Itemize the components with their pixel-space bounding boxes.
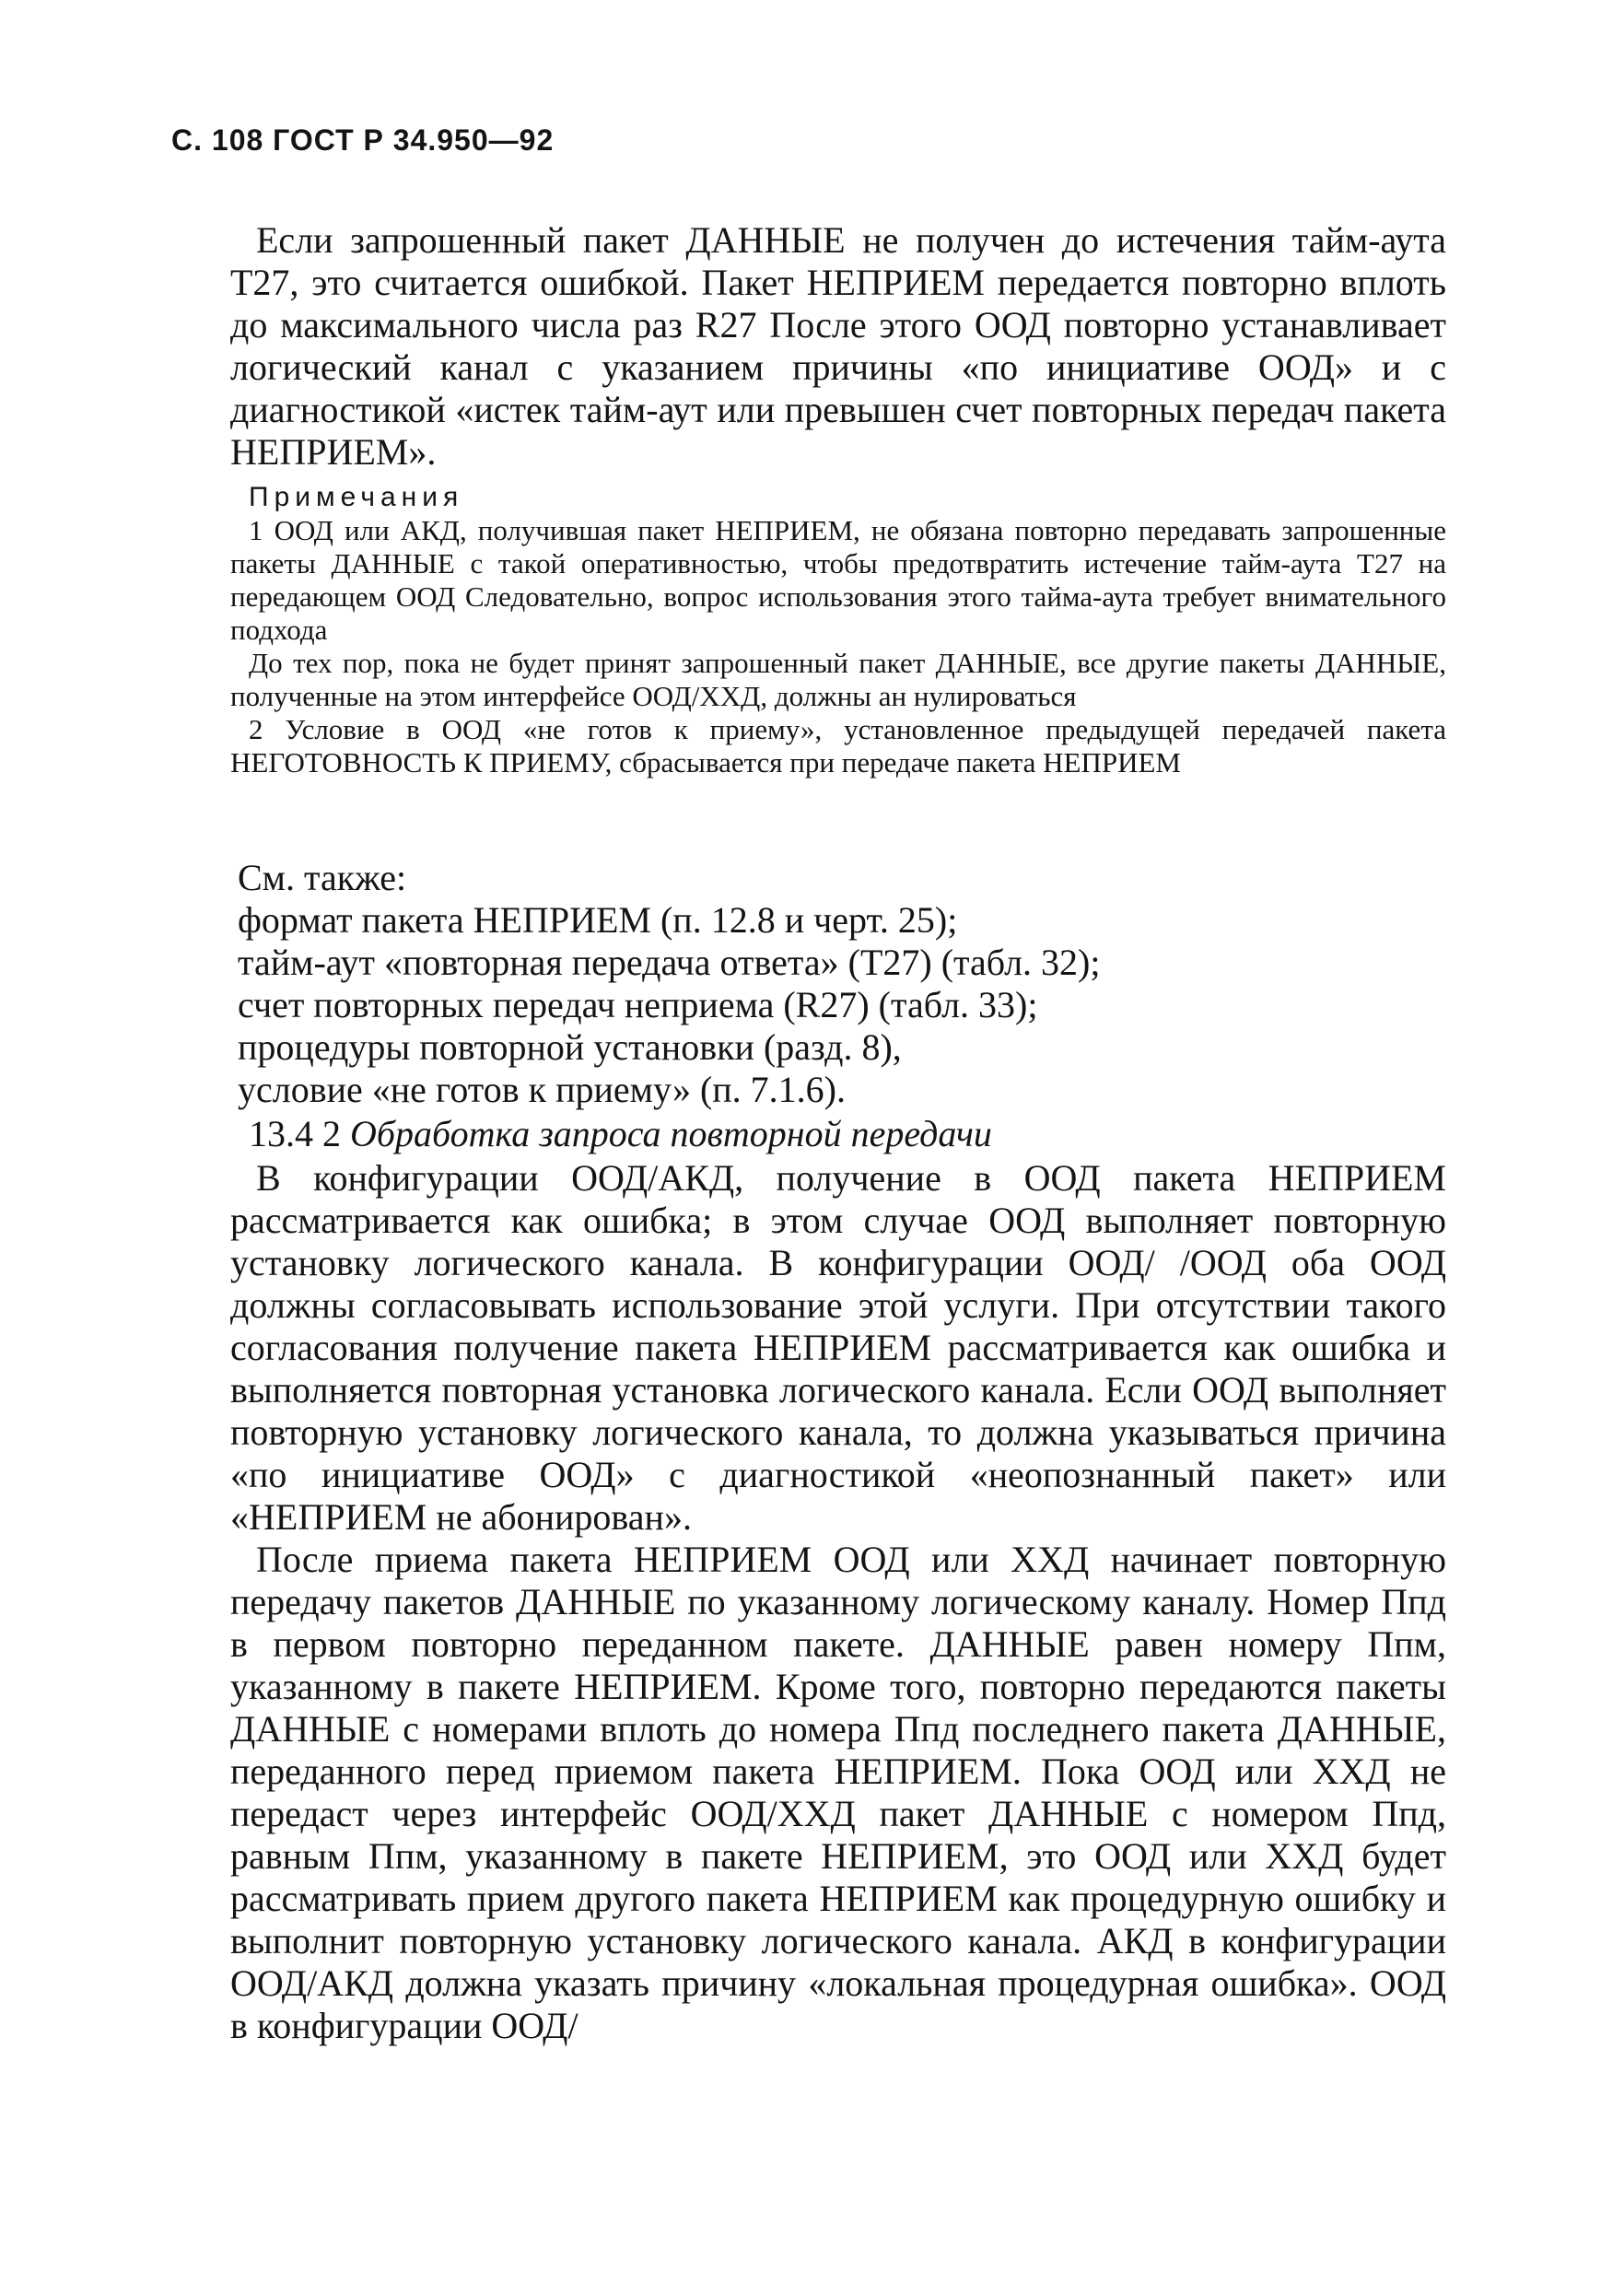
see-also-item: условие «не готов к приему» (п. 7.1.6). bbox=[238, 1069, 846, 1110]
subsection-heading bbox=[230, 1113, 1446, 1155]
subsection-title: Обработка запроса повторной передачи bbox=[350, 1113, 992, 1154]
see-also-item: процедуры повторной установки (разд. 8), bbox=[238, 1026, 902, 1068]
main-text-section bbox=[230, 1157, 1446, 2047]
subsection-number: 13.4 2 bbox=[249, 1113, 341, 1154]
see-also-title: См. также: bbox=[238, 857, 407, 898]
page-header: С. 108 ГОСТ Р 34.950—92 bbox=[171, 123, 555, 157]
see-also-list bbox=[230, 899, 1446, 1111]
notes-title: Примечания bbox=[249, 482, 464, 512]
note-item: 1 ООД или АКД, получившая пакет НЕПРИЕМ, не обязана повторно передавать запрошенные пакеты ДАННЫЕ с такой оперативностью, чтобы предотвратить истечение тайм-аута Т27 на передающем ООД Следовательно, вопрос использования этого тайма-аута требует внимательного подхода bbox=[230, 514, 1446, 646]
see-also-section bbox=[230, 857, 1446, 1111]
body-paragraph: В конфигурации ООД/АКД, получение в ООД пакета НЕПРИЕМ рассматривается как ошибка; в этом случае ООД выполняет повторную установку логического канала. В конфигурации ООД/ /ООД оба ООД должны согласовывать использование этой услуги. При отсутствии такого согласования получение пакета НЕПРИЕМ рассматривается как ошибка и выполняется повторная установка логического канала. Если ООД выполняет повторную установку логического канала, то должна указываться причина «по инициативе ООД» с диагностикой «неопознанный пакет» или «НЕПРИЕМ не абонирован». bbox=[230, 1157, 1446, 1538]
note-item: 2 Условие в ООД «не готов к приему», установленное предыдущей передачей пакета НЕГОТОВНОСТЬ К ПРИЕМУ, сбрасывается при передаче пакета НЕПРИЕМ bbox=[230, 713, 1446, 779]
see-also-item: счет повторных передач неприема (R27) (табл. 33); bbox=[238, 984, 1038, 1025]
intro-section bbox=[230, 219, 1446, 474]
notes-section bbox=[230, 481, 1446, 779]
see-also-item: тайм-аут «повторная передача ответа» (Т27) (табл. 32); bbox=[238, 942, 1101, 983]
see-also-item: формат пакета НЕПРИЕМ (п. 12.8 и черт. 25); bbox=[238, 899, 958, 941]
body-paragraph: После приема пакета НЕПРИЕМ ООД или ХХД начинает повторную передачу пакетов ДАННЫЕ по указанному логическому каналу. Номер Ппд в первом повторно переданном пакете. ДАННЫЕ равен номеру Ппм, указанному в пакете НЕПРИЕМ. Кроме того, повторно передаются пакеты ДАННЫЕ с номерами вплоть до номера Ппд последнего пакета ДАННЫЕ, переданного перед приемом пакета НЕПРИЕМ. Пока ООД или ХХД не передаст через интерфейс ООД/ХХД пакет ДАННЫЕ с номером Ппд, равным Ппм, указанному в пакете НЕПРИЕМ, это ООД или ХХД будет рассматривать прием другого пакета НЕПРИЕМ как процедурную ошибку и выполнит повторную установку логического канала. АКД в конфигурации ООД/АКД должна указать причину «локальная процедурная ошибка». ООД в конфигурации ООД/ bbox=[230, 1539, 1446, 2046]
note-item: До тех пор, пока не будет принят запрошенный пакет ДАННЫЕ, все другие пакеты ДАННЫЕ, полученные на этом интерфейсе ООД/ХХД, должны ан нулироваться bbox=[230, 647, 1446, 712]
intro-paragraph: Если запрошенный пакет ДАННЫЕ не получен до истечения тайм-аута Т27, это считается ошибкой. Пакет НЕПРИЕМ передается повторно вплоть до максимального числа раз R27 После этого ООД повторно устанавливает логический канал с указанием причины «по инициативе ООД» и с диагностикой «истек тайм-аут или превышен счет повторных передач пакета НЕПРИЕМ». bbox=[230, 219, 1446, 473]
